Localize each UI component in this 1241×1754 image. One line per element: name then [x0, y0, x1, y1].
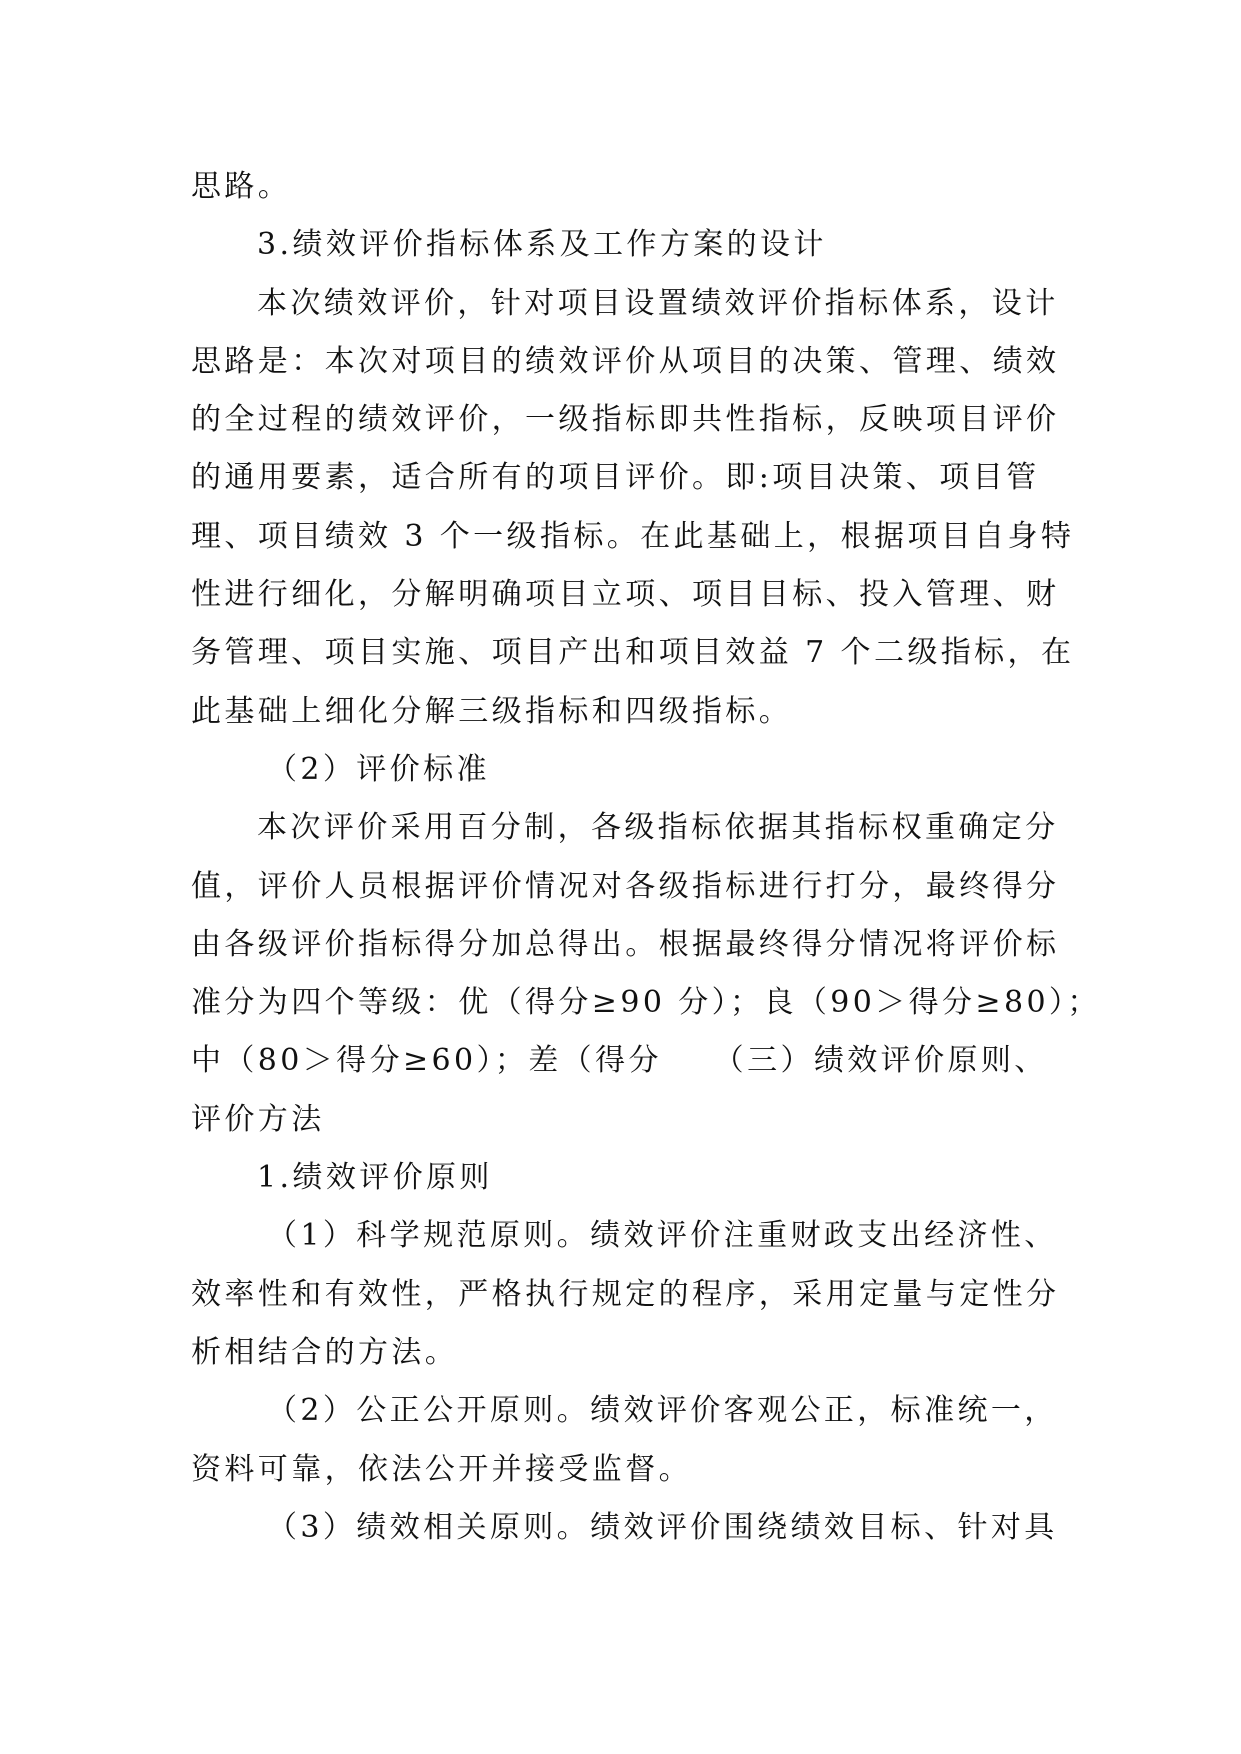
- section-heading: （2）评价标准: [267, 751, 490, 787]
- paragraph-line: 思路是：本次对项目的绩效评价从项目的决策、管理、绩效: [191, 343, 1060, 379]
- paragraph-line: 由各级评价指标得分加总得出。根据最终得分情况将评价标: [191, 926, 1060, 962]
- paragraph-line: （2）公正公开原则。绩效评价客观公正，标准统一，: [267, 1393, 1058, 1429]
- paragraph-line: 资料可靠，依法公开并接受监督。: [191, 1451, 692, 1487]
- section-heading: 1.绩效评价原则: [257, 1160, 493, 1196]
- document-body: [191, 158, 1101, 1557]
- paragraph-line: 析相结合的方法。: [191, 1334, 459, 1370]
- paragraph-line: 本次评价采用百分制，各级指标依据其指标权重确定分: [257, 810, 1059, 846]
- paragraph-line: 理、项目绩效 3 个一级指标。在此基础上，根据项目自身特: [191, 518, 1075, 554]
- paragraph-line: 准分为四个等级：优（得分≥90 分）；良（90＞得分≥80）；: [191, 985, 1101, 1021]
- paragraph-line: 本次绩效评价，针对项目设置绩效评价指标体系，设计: [257, 285, 1059, 321]
- paragraph-line: 的全过程的绩效评价，一级指标即共性指标，反映项目评价: [191, 402, 1060, 438]
- paragraph-line: 此基础上细化分解三级指标和四级指标。: [191, 693, 793, 729]
- paragraph-line: 的通用要素，适合所有的项目评价。即:项目决策、项目管: [191, 460, 1040, 496]
- section-heading: 3.绩效评价指标体系及工作方案的设计: [257, 227, 827, 263]
- paragraph-line: 性进行细化，分解明确项目立项、项目目标、投入管理、财: [191, 577, 1060, 613]
- paragraph-line: 效率性和有效性，严格执行规定的程序，采用定量与定性分: [191, 1276, 1060, 1312]
- paragraph-line: （3）绩效相关原则。绩效评价围绕绩效目标、针对具: [267, 1509, 1058, 1545]
- text-line: 思路。: [191, 169, 292, 204]
- paragraph-line: 中（80＞得分≥60）；差（得分 （三）绩效评价原则、: [191, 1043, 1048, 1079]
- paragraph-line: （1）科学规范原则。绩效评价注重财政支出经济性、: [267, 1218, 1058, 1254]
- paragraph-line: 值，评价人员根据评价情况对各级指标进行打分，最终得分: [191, 868, 1060, 904]
- paragraph-line: 评价方法: [191, 1101, 325, 1137]
- paragraph-line: 务管理、项目实施、项目产出和项目效益 7 个二级指标，在: [191, 635, 1075, 671]
